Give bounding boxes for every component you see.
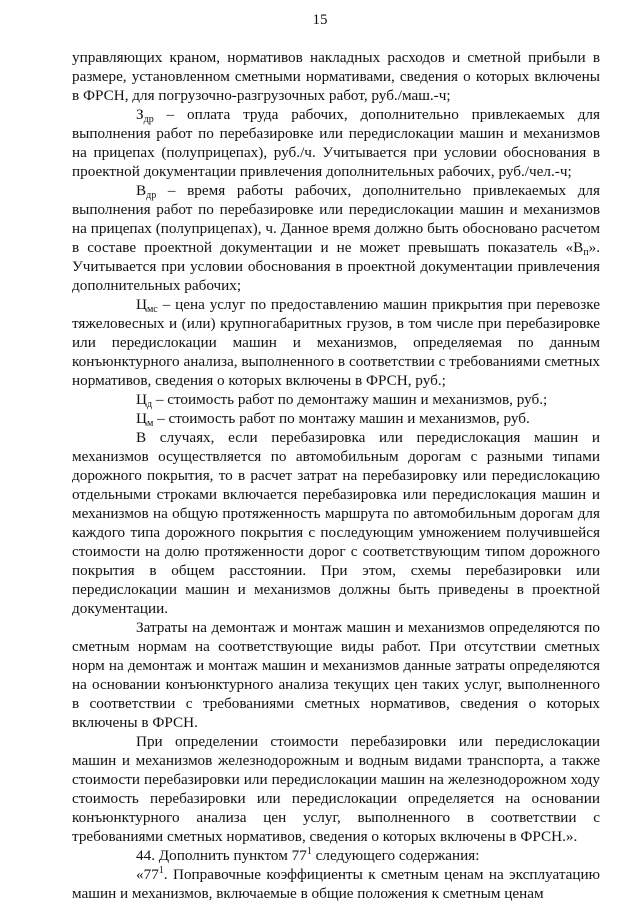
symbol-subscript: д	[146, 399, 153, 410]
paragraph-vdr	[72, 181, 600, 295]
paragraph-item-44	[72, 846, 600, 865]
paragraph-text: следующего содержания:	[311, 847, 480, 864]
paragraph-text: «77	[136, 866, 159, 883]
definition-text: – стоимость работ по демонтажу машин и механизмов, руб.;	[152, 391, 548, 408]
symbol-subscript: др	[146, 190, 157, 201]
symbol-subscript: др	[143, 114, 154, 125]
paragraph-crane-costs: управляющих краном, нормативов накладных расходов и сметной прибыли в размере, установленном сметными нормативами, сведения о которых включены в ФРСН, для погрузочно-разгрузочных работ, руб./маш.-ч;	[72, 49, 600, 104]
symbol: Ц	[136, 391, 147, 408]
symbol: З	[136, 106, 144, 123]
paragraph-zdr	[72, 105, 600, 181]
paragraph-item-77-1	[72, 865, 600, 903]
symbol-subscript: м	[146, 418, 154, 429]
paragraph-tsms	[72, 295, 600, 390]
paragraph-text: . Поправочные коэффициенты к сметным ценам на эксплуатацию машин и механизмов, включаемые в общие положения к сметным ценам	[72, 866, 600, 902]
definition-text: – цена услуг по предоставлению машин прикрытия при перевозке тяжеловесных и (или) крупногабаритных грузов, в том числе при перебазировке или передислокации машин и механизмов, определяемая по данным конъюнктурного анализа, выполненного в соответствии с требованиями сметных нормативов, сведения о которых включены в ФРСН, руб.;	[72, 296, 600, 389]
symbol: Ц	[136, 296, 147, 313]
paragraph-tsd	[72, 390, 600, 409]
paragraph-tsm	[72, 409, 600, 428]
paragraph-road-types: В случаях, если перебазировка или передислокация машин и механизмов осуществляется по автомобильным дорогам с разными типами дорожного покрытия, то в расчет затрат на перебазировку или передислокацию отдельными строками включается перебазировка или передислокация машин и механизмов на общую протяженность маршрута по автомобильным дорогам для каждого типа дорожного покрытия с последующим умножением получившейся стоимости на долю протяженности дорог с соответствующим типом дорожного покрытия в общем расстоянии. При этом, схемы перебазировки или передислокации машин и механизмов должны быть приведены в проектной документации.	[72, 429, 600, 617]
superscript: 1	[306, 846, 312, 857]
document-body	[72, 48, 600, 903]
paragraph-rail-water: При определении стоимости перебазировки или передислокации машин и механизмов железнодорожным и водным видами транспорта, а также стоимости перебазировки или передислокации машин на железнодорожном ходу стоимость перебазировки или передислокации определяется на основании конъюнктурного анализа цен услуг, выполненного в соответствии с требованиями сметных нормативов, сведения о которых включены в ФРСН.».	[72, 733, 600, 845]
definition-text: – время работы рабочих, дополнительно привлекаемых для выполнения работ по перебазировке или передислокации машин и механизмов на прицепах (полуприцепах), ч. Данное время должно быть обосновано расчетом в составе проектной документации и не может превышать показатель «В	[72, 182, 600, 256]
symbol-subscript: мс	[146, 304, 158, 315]
symbol-subscript: п	[583, 247, 589, 258]
symbol: В	[136, 182, 147, 199]
paragraph-text: 44. Дополнить пунктом 77	[136, 847, 307, 864]
superscript: 1	[158, 865, 164, 876]
paragraph-dismantling: Затраты на демонтаж и монтаж машин и механизмов определяются по сметным нормам на соответствующие виды работ. При отсутствии сметных норм на демонтаж и монтаж машин и механизмов данные затраты определяются на основании конъюнктурного анализа текущих цен таких услуг, выполненного в соответствии с требованиями сметных нормативов, сведения о которых включены в ФРСН.	[72, 619, 600, 731]
definition-text: – стоимость работ по монтажу машин и механизмов, руб.	[153, 410, 530, 427]
definition-text: ». Учитывается при условии обоснования в проектной документации привлечения дополнительных рабочих;	[72, 239, 600, 294]
definition-text: – оплата труда рабочих, дополнительно привлекаемых для выполнения работ по перебазировке или передислокации машин и механизмов на прицепах (полуприцепах), руб./ч. Учитывается при условии обоснования в проектной документации привлечения дополнительных рабочих, руб./чел.-ч;	[72, 106, 600, 180]
symbol: Ц	[136, 410, 147, 427]
page-number: 15	[312, 12, 328, 28]
